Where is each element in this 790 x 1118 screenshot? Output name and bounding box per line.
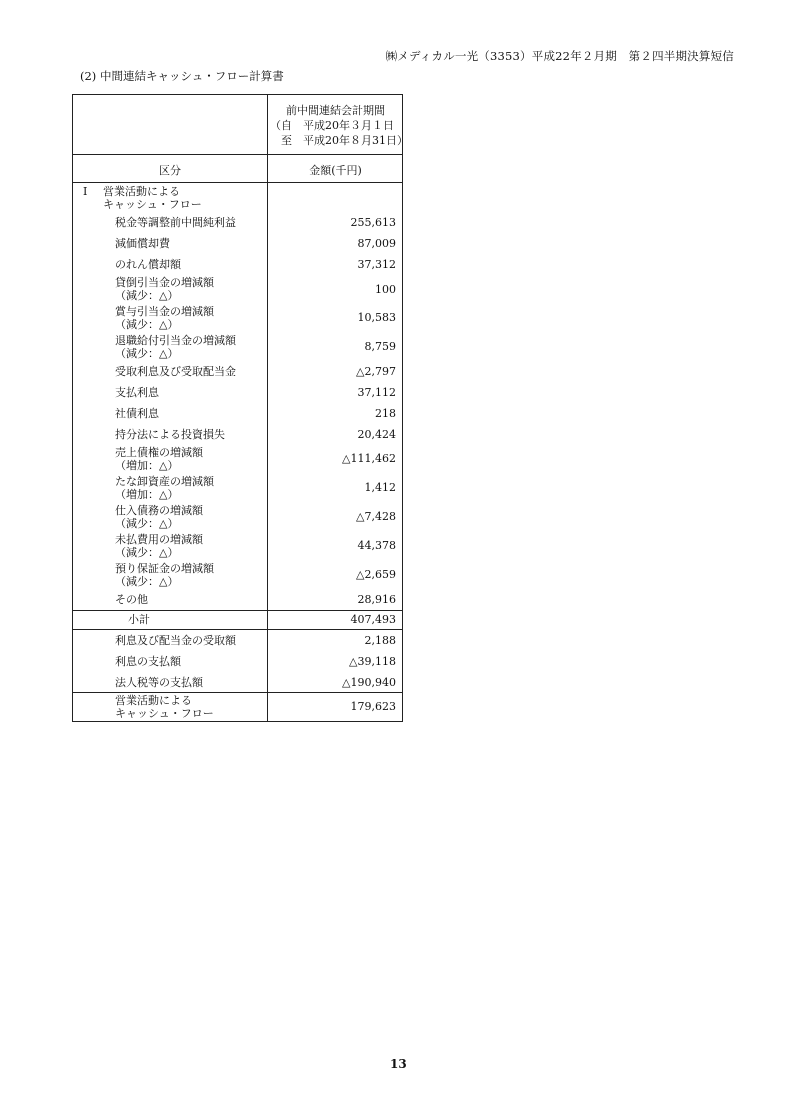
row-label: 賞与引当金の増減額 [115,305,214,318]
period-from: （自 平成20年３月１日 [270,119,394,132]
subtotal-label: 小計 [128,613,150,626]
row-label: 減価償却費 [115,237,170,250]
row-value: △2,797 [356,365,396,378]
row-value: △2,659 [356,568,396,581]
row-value: 87,009 [357,237,396,250]
row-value: △7,428 [356,510,396,523]
row-label: 仕入債務の増減額 [115,504,203,517]
col-header-category: 区分 [159,164,181,177]
column-divider [267,95,268,721]
row-label: 退職給付引当金の増減額 [115,334,236,347]
row-label: 社債利息 [115,407,159,420]
document-header: ㈱メディカル一光（3353）平成22年２月期 第２四半期決算短信 [385,49,734,63]
period-to: 至 平成20年８月31日） [270,134,408,147]
row-value: △111,462 [342,452,396,465]
section-title: (2) 中間連結キャッシュ・フロー計算書 [80,69,284,83]
row-label: 貸倒引当金の増減額 [115,276,214,289]
row-label: 支払利息 [115,386,159,399]
row-label: その他 [115,593,148,606]
row-note: （減少：△） [115,575,179,588]
row-note: （減少：△） [115,517,179,530]
cash-flow-table [72,94,408,722]
row-label: 利息及び配当金の受取額 [115,634,236,647]
row-value: △39,118 [349,655,396,668]
row-label: 預り保証金の増減額 [115,562,214,575]
divider [73,692,402,693]
section-heading-line1: 営業活動による [103,185,180,198]
section-numeral: Ⅰ [83,185,88,198]
period-title: 前中間連結会計期間 [286,104,385,117]
page-number: 13 [390,1057,407,1071]
row-value: 255,613 [350,216,396,229]
row-label: 未払費用の増減額 [115,533,203,546]
divider [73,610,402,611]
row-note: （減少：△） [115,347,179,360]
row-label: 税金等調整前中間純利益 [115,216,236,229]
divider [73,182,402,183]
subtotal-value: 407,493 [350,613,396,626]
row-note: （減少：△） [115,318,179,331]
row-value: 10,583 [357,311,396,324]
total-label-line2: キャッシュ・フロー [115,707,214,720]
total-label-line1: 営業活動による [115,694,192,707]
row-label: 売上債権の増減額 [115,446,203,459]
row-label: 法人税等の支払額 [115,676,203,689]
row-value: 37,112 [357,386,396,399]
period-header [268,103,408,148]
row-value: △190,940 [342,676,396,689]
row-value: 44,378 [357,539,396,552]
row-value: 37,312 [357,258,396,271]
row-value: 2,188 [364,634,396,647]
divider [73,629,402,630]
row-note: （減少：△） [115,546,179,559]
row-value: 218 [375,407,396,420]
row-note: （減少：△） [115,289,179,302]
row-label: たな卸資産の増減額 [115,475,214,488]
row-value: 8,759 [364,340,396,353]
row-label: のれん償却額 [115,258,181,271]
row-value: 20,424 [357,428,396,441]
row-value: 28,916 [357,593,396,606]
divider [73,154,402,155]
row-label: 持分法による投資損失 [115,428,225,441]
section-heading-line2: キャッシュ・フロー [103,198,202,211]
row-value: 100 [375,283,396,296]
row-label: 受取利息及び受取配当金 [115,365,236,378]
row-value: 1,412 [364,481,396,494]
row-note: （増加：△） [115,459,179,472]
total-value: 179,623 [350,700,396,713]
row-note: （増加：△） [115,488,179,501]
col-header-amount: 金額(千円) [309,164,362,177]
row-label: 利息の支払額 [115,655,181,668]
